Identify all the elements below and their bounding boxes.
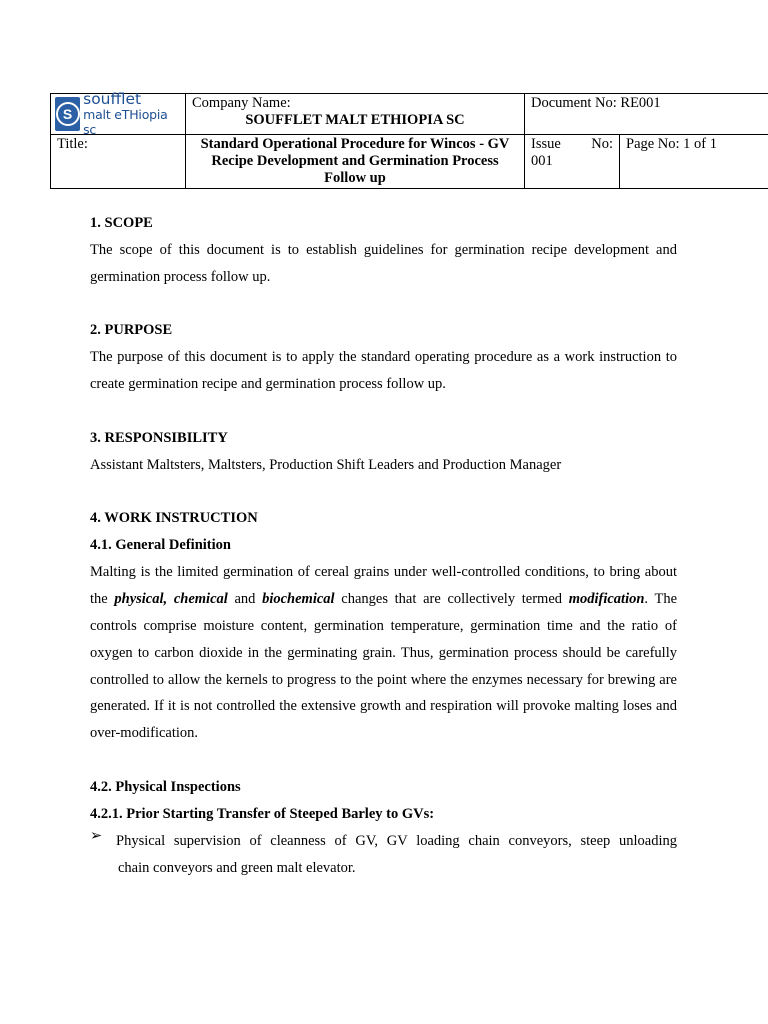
purpose-heading: 2. PURPOSE — [90, 322, 173, 339]
general-definition-heading: 4.1. General Definition — [90, 537, 231, 554]
bullet-text-line2: chain conveyors and green malt elevator. — [118, 859, 356, 876]
issue-no-cell — [525, 135, 620, 189]
scope-text: The scope of this document is to establish guidelines for germination recipe development and germination process follow up. — [90, 242, 677, 285]
scope-heading: 1. SCOPE — [90, 215, 153, 231]
company-name: SOUFFLET MALT ETHIOPIA SC — [245, 112, 465, 128]
physical-inspections-heading: 4.2. Physical Inspections — [90, 778, 241, 795]
page-no-cell: Page No: 1 of 1 — [620, 135, 768, 189]
document-title: Standard Operational Procedure for Wincos - GV Recipe Development and Germination Process Follow up — [186, 135, 525, 189]
issue-no-label: No: — [591, 136, 613, 152]
document-header-table — [50, 89, 768, 189]
responsibility-text: Assistant Maltsters, Maltsters, Production Shift Leaders and Production Manager — [90, 456, 562, 473]
company-name-cell — [186, 94, 525, 135]
general-definition-text: Malting is the limited germination of cereal grains under well-controlled conditions, to bring about the physical, chemical and biochemical changes that are collectively termed modification. The controls comprise moisture content, germination temperature, germination time and the ratio of oxygen to carbon dioxide in the germinating grain. Thus, germination process should be carefully controlled to allow the kernels to progress to the point where the enzymes necessary for brewing are generated. If it is not controlled the extensive growth and respiration will provoke malting loses and over-modification. — [90, 564, 678, 742]
logo-line2: malt eTHiopia sc — [83, 106, 168, 137]
document-no-cell: Document No: RE001 — [525, 94, 768, 135]
bullet-text-line1: Physical supervision of cleanness of GV, GV loading chain conveyors, steep unloading — [116, 832, 677, 849]
title-label: Title: — [51, 135, 186, 189]
issue-value: 001 — [531, 153, 553, 169]
emphasis-biochemical: biochemical — [262, 591, 335, 608]
list-item — [90, 828, 677, 855]
purpose-text: The purpose of this document is to apply the standard operating procedure as a work instruction to create germination recipe and germination process follow up. — [90, 349, 677, 393]
logo-line1: soufflet — [83, 89, 142, 108]
company-name-label: Company Name: — [192, 95, 291, 111]
arrow-bullet-icon: ➢ — [90, 827, 103, 844]
work-instruction-heading: 4. WORK INSTRUCTION — [90, 510, 258, 527]
emphasis-physical-chemical: physical, chemical — [114, 591, 228, 608]
logo-cell — [51, 89, 186, 137]
company-logo — [55, 89, 181, 137]
prior-transfer-heading: 4.2.1. Prior Starting Transfer of Steeped Barley to GVs: — [90, 805, 435, 822]
document-body — [90, 210, 677, 881]
responsibility-heading: 3. RESPONSIBILITY — [90, 429, 228, 446]
emphasis-modification: modification — [568, 591, 645, 608]
issue-label: Issue — [531, 136, 561, 152]
logo-emblem-icon: S — [55, 97, 80, 131]
